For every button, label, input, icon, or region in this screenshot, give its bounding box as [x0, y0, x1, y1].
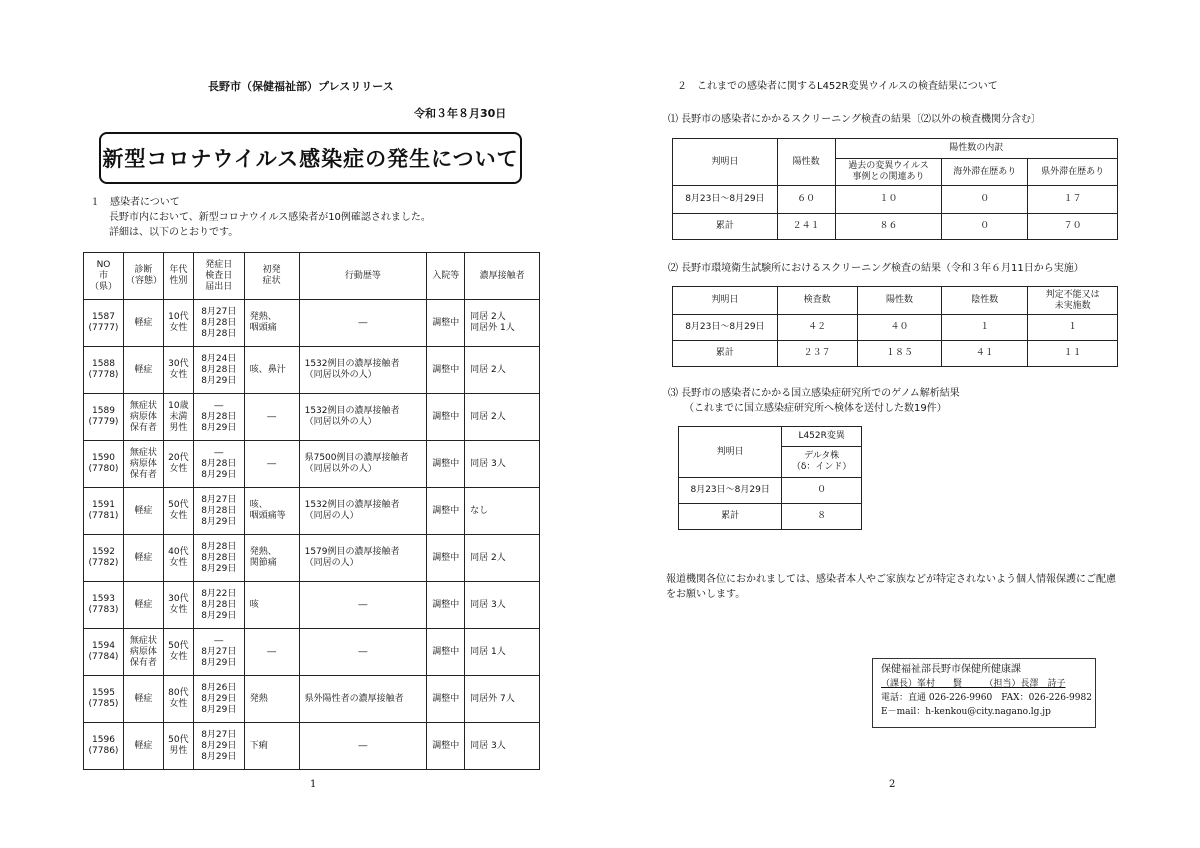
header-dates: 発症日 検査日 届出日 — [193, 253, 244, 300]
case-hosp: 調整中 — [427, 394, 465, 441]
case-dates: ― 8月28日 8月29日 — [193, 394, 244, 441]
t2-cell: ４１ — [942, 341, 1028, 367]
table-row — [84, 676, 540, 723]
case-diag: 軽症 — [123, 535, 163, 582]
case-diag: 軽症 — [123, 582, 163, 629]
case-diag: 軽症 — [123, 676, 163, 723]
case-contacts: 同居 2人 — [465, 535, 540, 582]
case-diag: 軽症 — [123, 347, 163, 394]
contact-box — [872, 658, 1096, 728]
case-history: 県外陽性者の濃厚接触者 — [299, 676, 427, 723]
case-no: 1589 (7779) — [84, 394, 124, 441]
case-symptom: 発熱、 咽頭痛 — [244, 300, 299, 347]
case-symptom: 咳、鼻汁 — [244, 347, 299, 394]
t2-cell: １ — [1028, 315, 1118, 341]
case-dates: 8月27日 8月28日 8月29日 — [193, 488, 244, 535]
case-no: 1587 (7777) — [84, 300, 124, 347]
case-contacts: 同居 2人 — [465, 347, 540, 394]
page-title: 新型コロナウイルス感染症の発生について — [99, 132, 522, 184]
case-no: 1590 (7780) — [84, 441, 124, 488]
t3-cell: ８ — [782, 504, 862, 530]
table-row — [84, 535, 540, 582]
case-age: 30代 女性 — [163, 347, 193, 394]
case-history: ― — [299, 629, 427, 676]
t2-cell: 累計 — [673, 341, 778, 367]
case-contacts: 同居 2人 — [465, 394, 540, 441]
case-history: ― — [299, 723, 427, 770]
case-no: 1595 (7785) — [84, 676, 124, 723]
case-contacts: 同居 3人 — [465, 441, 540, 488]
header-age-sex: 年代 性別 — [163, 253, 193, 300]
case-age: 40代 女性 — [163, 535, 193, 582]
case-no: 1592 (7782) — [84, 535, 124, 582]
t1-cell: １０ — [835, 186, 942, 214]
header-symptom: 初発 症状 — [244, 253, 299, 300]
case-symptom: ― — [244, 629, 299, 676]
t1-cell: １７ — [1028, 186, 1118, 214]
sub1-title: ⑴ 長野市の感染者にかかるスクリーニング検査の結果〔⑵以外の検査機関分含む〕 — [668, 114, 1041, 125]
page-number-2: 2 — [889, 779, 896, 790]
table-row — [84, 488, 540, 535]
case-contacts: 同居 3人 — [465, 582, 540, 629]
t1-cell: ８６ — [835, 214, 942, 240]
t2-header: 陽性数 — [857, 287, 942, 315]
case-symptom: 発熱、 関節痛 — [244, 535, 299, 582]
header-no: NO 市 （県） — [84, 253, 124, 300]
t2-header: 陰性数 — [942, 287, 1028, 315]
table-row — [84, 441, 540, 488]
section1-line2: 詳細は、以下のとおりです。 — [109, 227, 239, 238]
case-no: 1593 (7783) — [84, 582, 124, 629]
t1-header-date: 判明日 — [673, 139, 778, 186]
t1-cell: 累計 — [673, 214, 778, 240]
case-contacts: 同居 1人 — [465, 629, 540, 676]
page-number-1: 1 — [310, 779, 317, 790]
genome-table — [678, 426, 862, 530]
case-history: ― — [299, 300, 427, 347]
case-dates: 8月26日 8月29日 8月29日 — [193, 676, 244, 723]
screening-table-2 — [672, 286, 1118, 367]
contact-dept: 保健福祉部長野市保健所健康課 — [881, 664, 1021, 675]
t1-cell: ６０ — [777, 186, 835, 214]
t3-header-date: 判明日 — [679, 427, 782, 478]
press-release-header: 長野市（保健福祉部）プレスリリース — [208, 80, 394, 93]
table-row — [84, 582, 540, 629]
table-row — [84, 629, 540, 676]
t1-cell: ０ — [942, 186, 1028, 214]
t1-cell: ０ — [942, 214, 1028, 240]
contact-email: E－mail：h-kenkou@city.nagano.lg.jp — [881, 707, 1051, 717]
case-history: 県7500例目の濃厚接触者 （同居以外の人） — [299, 441, 427, 488]
case-history: 1532例目の濃厚接触者 （同居以外の人） — [299, 347, 427, 394]
section1-heading: １ 感染者について — [90, 197, 180, 208]
case-hosp: 調整中 — [427, 488, 465, 535]
t1-subheader: 県外滞在歴あり — [1028, 159, 1118, 186]
t2-header: 検査数 — [777, 287, 857, 315]
case-dates: 8月27日 8月28日 8月28日 — [193, 300, 244, 347]
section1-line1: 長野市内において、新型コロナウイルス感染者が10例確認されました。 — [109, 212, 431, 223]
section2-heading: ２ これまでの感染者に関するL452R変異ウイルスの検査結果について — [677, 81, 998, 92]
case-hosp: 調整中 — [427, 441, 465, 488]
table-row — [679, 504, 862, 530]
case-age: 50代 男性 — [163, 723, 193, 770]
case-contacts: 同居外 7人 — [465, 676, 540, 723]
case-symptom: 咳、 咽頭痛等 — [244, 488, 299, 535]
table-row — [673, 341, 1118, 367]
cases-table — [83, 252, 540, 770]
contact-phone: 電話：直通 026-226-9960 FAX：026-226-9982 — [881, 693, 1092, 703]
sub3-note: （これまでに国立感染症研究所へ検体を送付した数19件） — [684, 403, 947, 414]
case-hosp: 調整中 — [427, 629, 465, 676]
case-symptom: 発熱 — [244, 676, 299, 723]
table-row — [84, 394, 540, 441]
case-dates: 8月28日 8月28日 8月29日 — [193, 535, 244, 582]
case-age: 80代 女性 — [163, 676, 193, 723]
t2-cell: ４０ — [857, 315, 942, 341]
case-age: 50代 女性 — [163, 488, 193, 535]
case-no: 1596 (7786) — [84, 723, 124, 770]
case-hosp: 調整中 — [427, 723, 465, 770]
case-age: 10代 女性 — [163, 300, 193, 347]
header-history: 行動歴等 — [299, 253, 427, 300]
t1-subheader: 過去の変異ウイルス 事例との関連あり — [835, 159, 942, 186]
case-age: 30代 女性 — [163, 582, 193, 629]
t2-cell: １ — [942, 315, 1028, 341]
sub3-title: ⑶ 長野市の感染者にかかる国立感染症研究所でのゲノム解析結果 — [668, 388, 960, 399]
case-history: ― — [299, 582, 427, 629]
t1-cell: ２４１ — [777, 214, 835, 240]
case-hosp: 調整中 — [427, 347, 465, 394]
t1-cell: 8月23日～8月29日 — [673, 186, 778, 214]
table-row — [84, 723, 540, 770]
release-date: 令和３年８月30日 — [414, 107, 507, 120]
case-hosp: 調整中 — [427, 676, 465, 723]
table-row — [673, 214, 1118, 240]
t2-cell: ２３７ — [777, 341, 857, 367]
t3-cell: 8月23日～8月29日 — [679, 478, 782, 504]
case-diag: 無症状 病原体 保有者 — [123, 394, 163, 441]
case-contacts: 同居 2人 同居外 1人 — [465, 300, 540, 347]
case-dates: 8月27日 8月29日 8月29日 — [193, 723, 244, 770]
case-no: 1591 (7781) — [84, 488, 124, 535]
closing-note: 報道機関各位におかれましては、感染者本人やご家族などが特定されないよう個人情報保護にご配慮をお願いします。 — [666, 574, 1116, 600]
case-age: 10歳 未満 男性 — [163, 394, 193, 441]
header-diagnosis: 診断 （容態） — [123, 253, 163, 300]
case-no: 1588 (7778) — [84, 347, 124, 394]
case-diag: 軽症 — [123, 488, 163, 535]
t3-cell: ０ — [782, 478, 862, 504]
case-diag: 無症状 病原体 保有者 — [123, 441, 163, 488]
t1-header-breakdown: 陽性数の内訳 — [835, 139, 1117, 159]
header-hospital: 入院等 — [427, 253, 465, 300]
table-row — [673, 315, 1118, 341]
t1-cell: ７０ — [1028, 214, 1118, 240]
case-diag: 軽症 — [123, 300, 163, 347]
t3-header-delta: デルタ株 （δ：インド） — [782, 447, 862, 478]
case-hosp: 調整中 — [427, 582, 465, 629]
case-symptom: 下痢 — [244, 723, 299, 770]
case-history: 1532例目の濃厚接触者 （同居以外の人） — [299, 394, 427, 441]
table-row — [679, 478, 862, 504]
t2-cell: １８５ — [857, 341, 942, 367]
contact-staff: （課長）峯村 賢 （担当）長澤 詩子 — [881, 679, 1066, 689]
case-history: 1579例目の濃厚接触者 （同居の人） — [299, 535, 427, 582]
sub2-title: ⑵ 長野市環境衛生試験所におけるスクリーニング検査の結果（令和３年６月11日から実施） — [668, 263, 1084, 274]
cases-table-header — [84, 253, 540, 300]
case-age: 20代 女性 — [163, 441, 193, 488]
t2-header: 判定不能又は 未実施数 — [1028, 287, 1118, 315]
case-dates: 8月24日 8月28日 8月29日 — [193, 347, 244, 394]
t3-cell: 累計 — [679, 504, 782, 530]
case-no: 1594 (7784) — [84, 629, 124, 676]
header-contacts: 濃厚接触者 — [465, 253, 540, 300]
case-diag: 軽症 — [123, 723, 163, 770]
t1-header-positive: 陽性数 — [777, 139, 835, 186]
case-dates: ― 8月28日 8月29日 — [193, 441, 244, 488]
case-contacts: 同居 3人 — [465, 723, 540, 770]
table-row — [84, 347, 540, 394]
case-dates: 8月22日 8月28日 8月29日 — [193, 582, 244, 629]
case-symptom: 咳 — [244, 582, 299, 629]
case-symptom: ― — [244, 394, 299, 441]
case-age: 50代 女性 — [163, 629, 193, 676]
t3-header-l452r: L452R変異 — [782, 427, 862, 447]
case-hosp: 調整中 — [427, 535, 465, 582]
case-diag: 無症状 病原体 保有者 — [123, 629, 163, 676]
case-dates: ― 8月27日 8月29日 — [193, 629, 244, 676]
t2-cell: ４２ — [777, 315, 857, 341]
t1-subheader: 海外滞在歴あり — [942, 159, 1028, 186]
case-hosp: 調整中 — [427, 300, 465, 347]
t2-header: 判明日 — [673, 287, 778, 315]
screening-table-1 — [672, 138, 1118, 240]
case-contacts: なし — [465, 488, 540, 535]
t2-cell: 8月23日～8月29日 — [673, 315, 778, 341]
table-row — [84, 300, 540, 347]
case-history: 1532例目の濃厚接触者 （同居の人） — [299, 488, 427, 535]
table-row — [673, 186, 1118, 214]
t2-cell: １１ — [1028, 341, 1118, 367]
case-symptom: ― — [244, 441, 299, 488]
